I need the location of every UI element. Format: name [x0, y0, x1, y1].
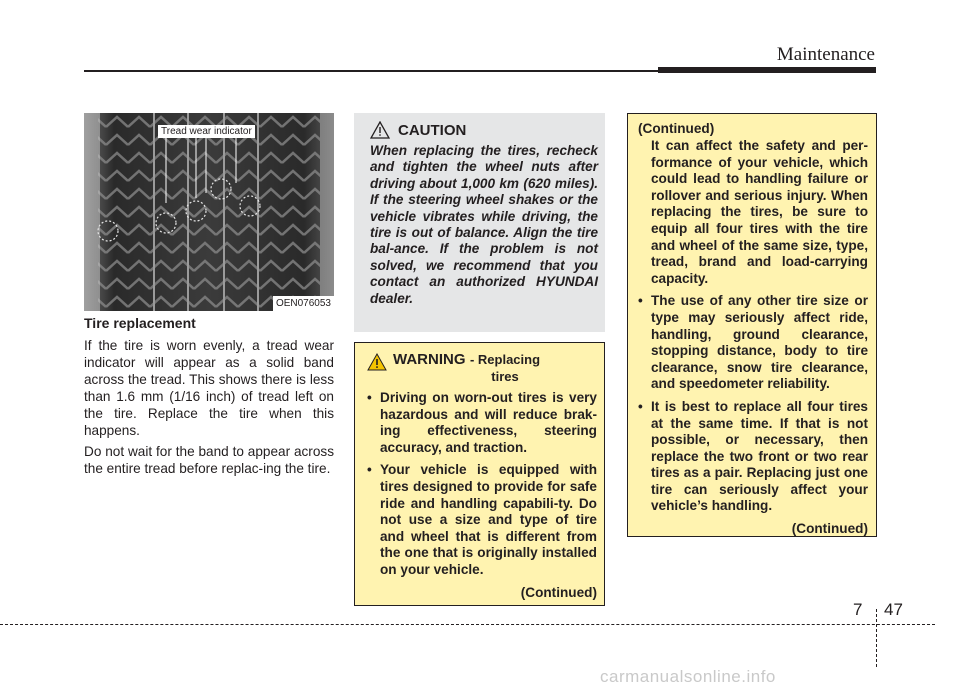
body-paragraph: Do not wait for the band to appear across the entire tread before replac-ing the tire. — [84, 444, 334, 476]
warning-subtitle: - Replacing — [469, 352, 541, 367]
continued-label: (Continued) — [520, 584, 597, 600]
tread-wear-indicator-label: Tread wear indicator — [158, 125, 255, 138]
section-heading: Tire replacement — [84, 315, 196, 331]
warning-bullet: • Your vehicle is equipped with tires designed to provide for safe ride and handling capabili-ty. Do not use a size and type of tire and wheel that is different from the one that is originally installed on your vehicle. — [367, 462, 597, 578]
continued-bullet: • It is best to replace all four tires at the same time. If that is not possible, or necessary, then replace the two front or two rear tires as a pair. Replacing just one tire can seriously affect your vehicle’s handling. — [638, 399, 868, 515]
warning-box — [354, 342, 605, 606]
caution-icon — [370, 121, 390, 139]
body-paragraph: If the tire is worn evenly, a tread wear indicator will appear as a solid band across the tread. This shows there is less than 1.6 mm (1/16 inch) of tread left on the tire. Replace the tire when this happens. — [84, 338, 334, 438]
footer-rule — [0, 624, 935, 625]
caution-box — [354, 113, 605, 332]
chapter-number: 7 — [853, 600, 863, 619]
continued-label: (Continued) — [791, 521, 868, 537]
header-rule-accent — [658, 67, 876, 73]
warning-bullet: • Driving on worn-out tires is very hazardous and will reduce brak-ing effectiveness, steering accuracy, and traction. — [367, 390, 597, 456]
caution-text: When replacing the tires, recheck and tighten the wheel nuts after driving about 1,000 km (620 miles). If the steering wheel shakes or the vehicle vibrates while driving, the tire is out of balance. Align the tire bal-ance. If the problem is not solved, we recommend that you contact an authorized HYUNDAI dealer. — [370, 143, 598, 306]
caution-heading — [370, 121, 598, 139]
page-number: 47 — [884, 600, 903, 619]
continued-intro: It can affect the safety and per-formance of your vehicle, which could lead to handling failure or rollover and serious injury. When replacing the tires, be sure to equip all four tires with the tire and wheel of the same size, type, tread, brand and load-carrying capacity. — [651, 138, 868, 286]
header-rule — [84, 70, 660, 72]
warning-icon — [367, 353, 387, 371]
tire-replacement-section — [84, 315, 334, 481]
warning-title: WARNING — [393, 351, 466, 368]
caution-title: CAUTION — [398, 121, 467, 139]
warning-subtitle-line2: tires — [491, 369, 519, 384]
tire-tread-figure — [84, 113, 334, 311]
continued-top-label: (Continued) — [638, 121, 715, 136]
continued-warning-box — [627, 113, 877, 537]
continued-bullet: • The use of any other tire size or type may seriously affect ride, handling, ground clearance, stopping distance, body to tire clearance, snow tire clearance, and speedometer reliability. — [638, 293, 868, 393]
tire-photo — [84, 113, 334, 311]
section-title: Maintenance — [776, 44, 875, 65]
figure-code: OEN076053 — [273, 296, 334, 311]
warning-heading — [367, 351, 597, 371]
watermark: carmanualsonline.info — [600, 667, 776, 686]
footer-divider — [876, 609, 877, 667]
